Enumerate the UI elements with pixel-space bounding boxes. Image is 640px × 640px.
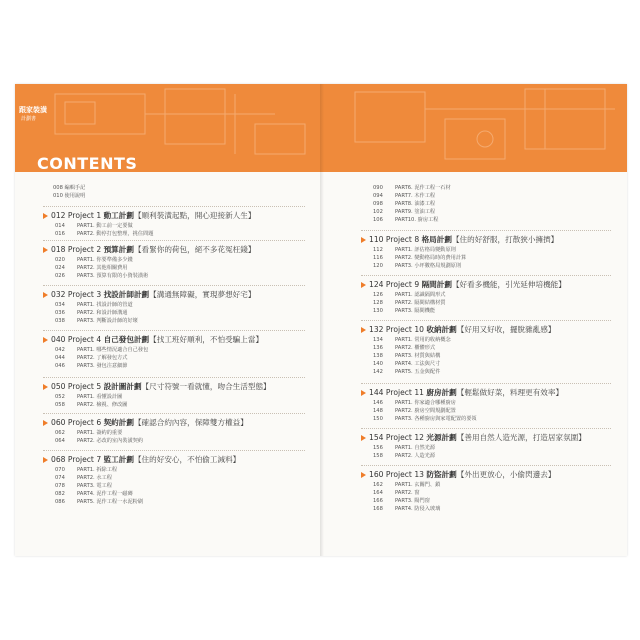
part-page-number: 166 (373, 497, 383, 504)
project-number: Project 1 (67, 211, 102, 220)
part-page-number: 102 (373, 209, 383, 215)
toc-part-line (373, 216, 438, 223)
project-number: Project 2 (67, 245, 102, 254)
toc-project-line (43, 417, 248, 428)
toc-part-line (55, 429, 122, 436)
toc-part-line (373, 208, 435, 215)
brand-line2: 計劃書 (21, 116, 37, 122)
project-page-number: 060 (51, 418, 66, 427)
toc-part-line (373, 352, 440, 359)
part-title: PART3. 預算有限的小資裝潢術 (77, 272, 149, 279)
part-page-number: 078 (55, 482, 65, 489)
part-title: PART2. 隔間結構材質 (395, 299, 446, 306)
toc-part-line (55, 230, 153, 237)
toc-part-line (55, 393, 122, 400)
part-title: PART1. 自然光源 (395, 445, 436, 451)
toc-part-line (373, 344, 435, 351)
project-page-number: 012 (51, 211, 66, 220)
toc-part-line (55, 401, 127, 408)
part-page-number: 070 (55, 467, 65, 473)
part-title: PART1. 你要準備多少錢 (77, 257, 133, 263)
toc-part-line (55, 264, 127, 271)
project-number: Project 7 (67, 455, 102, 464)
toc-part-line (373, 497, 430, 504)
arrow-icon (361, 327, 366, 333)
toc-part-line (373, 184, 451, 191)
toc-project-line (43, 210, 255, 221)
toc-part-line (55, 437, 143, 444)
toc-project-line (361, 324, 556, 335)
part-page-number: 016 (55, 230, 65, 237)
section-divider (43, 330, 305, 331)
toc-part-line (373, 368, 440, 375)
part-page-number: 052 (55, 394, 65, 400)
arrow-icon (361, 390, 366, 396)
project-subtitle: 【找工班好順利，不怕受騙上當】 (149, 335, 264, 344)
project-subtitle: 【看緊你的荷包，絕不多花冤枉錢】 (133, 245, 256, 254)
part-title: PART1. 拆除工程 (77, 467, 118, 473)
project-number: Project 13 (385, 470, 424, 479)
part-title: PART2. 人造光源 (395, 452, 436, 459)
section-divider (361, 320, 611, 321)
page-fold (320, 84, 324, 556)
project-title: 預算計劃 (103, 245, 134, 254)
part-title: PART2. 必改的室內裝潢契約 (77, 437, 144, 444)
part-title: PART2. 了解發包方式 (77, 354, 128, 361)
brand-tag (15, 104, 49, 124)
project-title: 設計圖計劃 (103, 382, 142, 391)
project-subtitle: 【住的好舒服，打散狹小擁擠】 (451, 235, 559, 244)
part-page-number: 024 (55, 264, 65, 271)
toc-project-line (43, 334, 263, 345)
toc-part-line (373, 254, 466, 261)
project-subtitle: 【好看多機能，引光延伸培機能】 (451, 280, 566, 289)
part-page-number: 116 (373, 254, 383, 261)
project-number: Project 5 (67, 382, 102, 391)
part-page-number: 136 (373, 344, 383, 351)
project-page-number: 160 (369, 470, 384, 479)
project-number: Project 11 (385, 388, 424, 397)
project-page-number: 124 (369, 280, 384, 289)
part-title: PART4. 工法與尺寸 (395, 360, 441, 367)
section-divider (43, 285, 305, 286)
project-title: 自己發包計劃 (103, 335, 150, 344)
part-title: PART2. 櫃體形式 (395, 344, 436, 351)
toc-part-line (55, 256, 133, 263)
part-page-number: 140 (373, 360, 383, 367)
section-divider (361, 383, 611, 384)
part-title: PART2. 檢視、修改圖 (77, 401, 128, 408)
part-page-number: 038 (55, 317, 65, 324)
part-page-number: 164 (373, 489, 383, 496)
project-number: Project 10 (385, 325, 424, 334)
intro-line: 010 使用說明 (53, 193, 86, 199)
section-divider (361, 275, 611, 276)
toc-project-line (361, 469, 556, 480)
arrow-icon (43, 457, 48, 463)
toc-part-line (55, 482, 112, 489)
section-divider (43, 240, 305, 241)
part-page-number: 120 (373, 262, 383, 269)
arrow-icon (43, 247, 48, 253)
project-page-number: 040 (51, 335, 66, 344)
project-page-number: 050 (51, 382, 66, 391)
toc-project-line (43, 244, 255, 255)
part-title: PART6. 泥作工程一石材 (395, 185, 451, 191)
toc-project-line (43, 289, 255, 300)
part-page-number: 082 (55, 490, 65, 497)
project-number: Project 3 (67, 290, 102, 299)
arrow-icon (43, 337, 48, 343)
part-title: PART3. 電工程 (77, 482, 112, 489)
part-title: PART5. 泥作工程一水泥粉刷 (77, 498, 144, 505)
part-page-number: 044 (55, 354, 65, 361)
part-title: PART10. 廚房工程 (395, 217, 439, 223)
part-page-number: 094 (373, 193, 383, 199)
part-page-number: 112 (373, 247, 383, 253)
project-subtitle: 【確認合約內容，保障雙方權益】 (133, 418, 248, 427)
part-title: PART1. 找設計師的管道 (77, 302, 133, 308)
part-title: PART2. 和設計師溝通 (77, 309, 128, 316)
part-title: PART1. 哪些情況適合自己發包 (77, 347, 149, 353)
toc-project-line (43, 454, 240, 465)
part-page-number: 134 (373, 337, 383, 343)
toc-part-line (373, 444, 435, 451)
part-title: PART5. 五金與配件 (395, 368, 441, 375)
part-title: PART2. 水工程 (77, 474, 112, 481)
part-title: PART2. 廚房空間規劃配置 (395, 407, 456, 414)
intro-line: 008 編輯手記 (53, 185, 86, 191)
toc-part-line (373, 200, 435, 207)
section-divider (43, 377, 305, 378)
project-title: 格局計劃 (421, 235, 452, 244)
part-page-number: 090 (373, 185, 383, 191)
toc-project-line (361, 234, 558, 245)
part-page-number: 142 (373, 368, 383, 375)
toc-part-line (373, 307, 435, 314)
project-title: 動工計劃 (103, 211, 134, 220)
project-subtitle: 【住的好安心，不怕偷工減料】 (133, 455, 241, 464)
toc-part-line (373, 415, 477, 422)
part-title: PART1. 玄關門、鎖 (395, 482, 441, 488)
toc-part-line (373, 489, 420, 496)
part-page-number: 158 (373, 452, 383, 459)
part-page-number: 130 (373, 307, 383, 314)
part-page-number: 162 (373, 482, 383, 488)
part-page-number: 138 (373, 352, 383, 359)
part-title: PART1. 常用的收納概念 (395, 337, 451, 343)
arrow-icon (361, 282, 366, 288)
project-subtitle: 【尺寸符號一看就懂，吻合生活型態】 (141, 382, 271, 391)
toc-part-line (373, 399, 456, 406)
project-page-number: 144 (369, 388, 384, 397)
part-page-number: 042 (55, 347, 65, 353)
arrow-icon (43, 384, 48, 390)
part-page-number: 046 (55, 362, 65, 369)
arrow-icon (43, 213, 48, 219)
part-page-number: 128 (373, 299, 383, 306)
toc-part-line (55, 309, 127, 316)
project-title: 防盜計劃 (426, 470, 457, 479)
project-title: 隔間計劃 (421, 280, 452, 289)
part-page-number: 064 (55, 437, 65, 444)
toc-part-line (55, 301, 133, 308)
part-title: PART2. 其他相關費用 (77, 264, 128, 271)
project-subtitle: 【好用又好收，擺脫雜亂感】 (456, 325, 556, 334)
part-title: PART2. 動停打包整理，挑住問題 (77, 230, 154, 237)
part-page-number: 062 (55, 430, 65, 436)
part-page-number: 126 (373, 292, 383, 298)
project-page-number: 032 (51, 290, 66, 299)
part-title: PART2. 變動格局時的費用計算 (395, 254, 467, 261)
project-subtitle: 【輕鬆做好菜，料理更有效率】 (456, 388, 564, 397)
part-title: PART3. 小坪數格局規劃原則 (395, 262, 462, 269)
toc-part-line (55, 317, 138, 324)
book-spread (15, 84, 627, 556)
toc-project-line (361, 279, 566, 290)
toc-part-line (373, 291, 445, 298)
project-subtitle: 【溝通無障礙，實現夢想好宅】 (149, 290, 256, 299)
section-divider (361, 428, 611, 429)
section-divider (43, 413, 305, 414)
project-number: Project 4 (67, 335, 102, 344)
part-page-number: 034 (55, 302, 65, 308)
arrow-icon (361, 435, 366, 441)
part-page-number: 014 (55, 223, 65, 229)
brand-line1: 跟家裝潢 (19, 106, 47, 114)
toc-part-line (373, 360, 440, 367)
part-page-number: 146 (373, 400, 383, 406)
project-title: 監工計劃 (103, 455, 134, 464)
part-title: PART7. 木作工程 (395, 193, 436, 199)
part-title: PART1. 認識隔間形式 (395, 292, 446, 298)
part-title: PART1. 評估格局變動原則 (395, 247, 456, 253)
arrow-icon (361, 237, 366, 243)
project-number: Project 6 (67, 418, 102, 427)
project-title: 收納計劃 (426, 325, 457, 334)
project-number: Project 12 (385, 433, 424, 442)
toc-part-line (373, 505, 440, 512)
part-title: PART3. 判斷設計師的好壞 (77, 317, 138, 324)
toc-part-line (55, 354, 127, 361)
project-number: Project 9 (385, 280, 420, 289)
toc-part-line (373, 192, 435, 199)
toc-part-line (373, 407, 456, 414)
toc-part-line (373, 262, 461, 269)
part-title: PART1. 看懂設計圖 (77, 394, 123, 400)
part-page-number: 156 (373, 445, 383, 451)
toc-part-line (55, 222, 133, 229)
part-page-number: 074 (55, 474, 65, 481)
part-title: PART3. 陽門窗 (395, 497, 430, 504)
part-page-number: 168 (373, 505, 383, 512)
part-title: PART8. 油漆工程 (395, 201, 436, 207)
part-title: PART3. 隔間機能 (395, 307, 436, 314)
part-title: PART2. 窗 (395, 489, 420, 496)
toc-part-line (55, 498, 143, 505)
section-divider (43, 206, 305, 207)
toc-part-line (373, 299, 445, 306)
project-page-number: 154 (369, 433, 384, 442)
part-title: PART1. 動工前一定要做 (77, 223, 133, 229)
project-page-number: 110 (369, 235, 384, 244)
toc-part-line (55, 474, 112, 481)
project-page-number: 132 (369, 325, 384, 334)
toc-project-line (361, 387, 563, 398)
toc-project-line (43, 381, 271, 392)
toc-part-line (55, 490, 133, 497)
arrow-icon (361, 472, 366, 478)
part-page-number: 148 (373, 407, 383, 414)
project-title: 廚房計劃 (426, 388, 457, 397)
part-title: PART3. 材質與結構 (395, 352, 441, 359)
toc-part-line (55, 272, 148, 279)
toc-part-line (373, 336, 451, 343)
section-divider (43, 450, 305, 451)
project-title: 契約計劃 (103, 418, 134, 427)
project-title: 找設計師計劃 (103, 290, 150, 299)
section-divider (361, 465, 611, 466)
part-title: PART4. 泥作工程一磁磚 (77, 490, 133, 497)
part-title: PART3. 發包注意細節 (77, 362, 128, 369)
part-title: PART1. 簽約的重要 (77, 430, 123, 436)
part-title: PART9. 塗油工程 (395, 209, 436, 215)
toc-part-line (55, 466, 117, 473)
part-page-number: 150 (373, 415, 383, 422)
toc-part-line (373, 452, 435, 459)
part-title: PART4. 防侵入玻璃 (395, 505, 441, 512)
toc-part-line (55, 362, 127, 369)
project-number: Project 8 (385, 235, 420, 244)
part-page-number: 058 (55, 401, 65, 408)
arrow-icon (43, 292, 48, 298)
part-title: PART1. 你家適合哪種廚房 (395, 400, 456, 406)
part-title: PART3. 各種廚房與家電配置的要領 (395, 415, 477, 422)
project-subtitle: 【外出更放心，小偷閃邊去】 (456, 470, 556, 479)
contents-heading: CONTENTS (37, 154, 138, 172)
part-page-number: 020 (55, 257, 65, 263)
project-subtitle: 【順利裝潢起點，開心迎接新人生】 (133, 211, 256, 220)
toc-part-line (373, 246, 456, 253)
toc-part-line (55, 346, 148, 353)
part-page-number: 036 (55, 309, 65, 316)
section-divider (361, 230, 611, 231)
project-page-number: 068 (51, 455, 66, 464)
project-subtitle: 【善用自然人造光源，打造居家氛圍】 (456, 433, 586, 442)
arrow-icon (43, 420, 48, 426)
part-page-number: 026 (55, 272, 65, 279)
part-page-number: 106 (373, 217, 383, 223)
part-page-number: 098 (373, 201, 383, 207)
toc-project-line (361, 432, 586, 443)
toc-part-line (373, 481, 440, 488)
project-page-number: 018 (51, 245, 66, 254)
project-title: 光源計劃 (426, 433, 457, 442)
part-page-number: 086 (55, 498, 65, 505)
